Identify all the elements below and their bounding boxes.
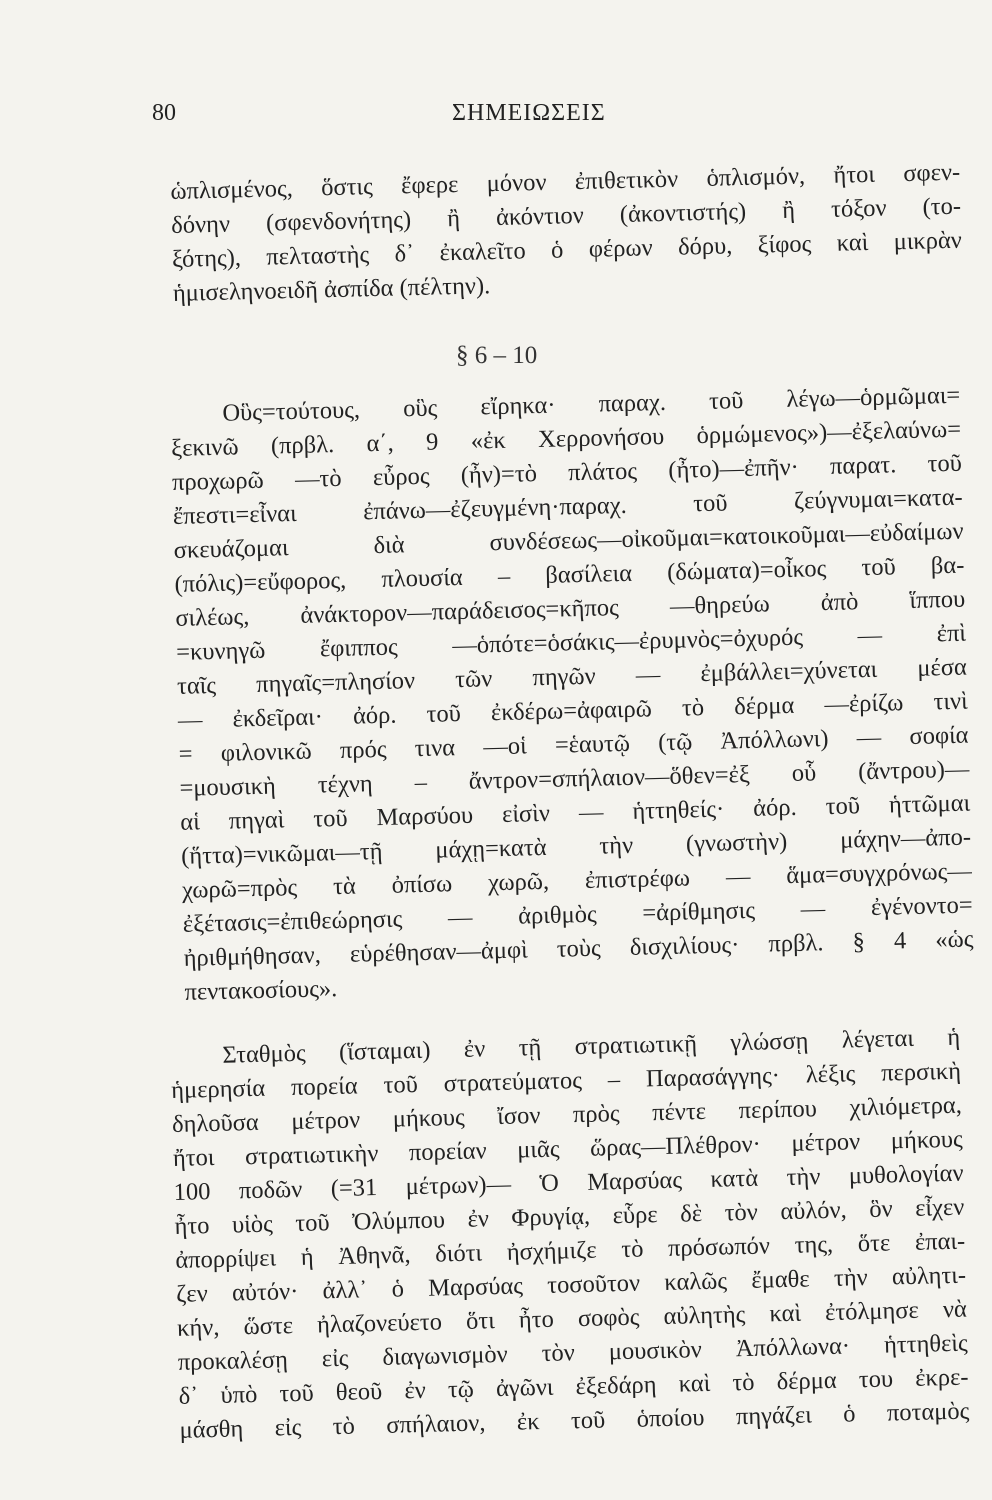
text-line: σκευάζομαι διὰ συνδέσεως—οἰκοῦμαι=κατοικοῦμαι—εὐδαίμων <box>173 517 964 564</box>
text-line: ἦτο υἱὸς τοῦ Ὀλύμπου ἐν Φρυγίᾳ, εὗρε δὲ τὸν αὐλόν, ὃν εἶχεν <box>174 1193 965 1240</box>
running-title: ΣΗΜΕΙΩΣΕΙΣ <box>452 100 606 126</box>
text-line: προκαλέσῃ εἰς διαγωνισμὸν τὸν μουσικὸν Ἀπόλλωνα· ἡττηθεὶς <box>177 1329 968 1376</box>
text-line: πεντακοσίους». <box>184 975 338 1006</box>
text-line: μάσθη εἰς τὸ σπήλαιον, ἐκ τοῦ ὁποίου πηγάζει ὁ ποταμὸς <box>179 1397 970 1444</box>
text-line: Σταθμὸς (ἵσταμαι) ἐν τῇ στρατιωτικῇ γλώσσῃ λέγεται ἡ <box>222 1023 961 1069</box>
page-number: 80 <box>152 100 176 126</box>
page-header <box>150 100 950 140</box>
text-line: ἠριθμήθησαν, εὑρέθησαν—ἀμφὶ τοὺς δισχιλίους· πρβλ. § 4 «ὡς <box>183 925 974 972</box>
text-line: αἱ πηγαὶ τοῦ Μαρσύου εἰσὶν — ἡττηθείς· ἀόρ. τοῦ ἡττῶμαι <box>180 789 971 836</box>
text-line: ἡμερησία πορεία τοῦ στρατεύματος – Παρασάγγης· λέξις περσικὴ <box>170 1057 962 1104</box>
text-line: δόνην (σφενδονήτης) ἢ ἀκόντιον (ἀκοντιστής) ἢ τόξον (το- <box>170 192 962 239</box>
text-line: (ἥττα)=νικῶμαι—τῇ μάχῃ=κατὰ τὴν (γνωστὴν) μάχην—ἀπο- <box>180 823 972 870</box>
text-line: (πόλις)=εὔφορος, πλουσία – βασίλεια (δώματα)=οἶκος τοῦ βα- <box>174 551 965 598</box>
paragraph-3 <box>170 1021 970 1448</box>
text-line: ξότης), πελταστὴς δ᾽ ἐκαλεῖτο ὁ φέρων δόρυ, ξίφος καὶ μικρὰν <box>171 226 963 273</box>
text-line: ἔπεστι=εἶναι ἐπάνω—ἐζευγμένη·παραχ. τοῦ ζεύγνυμαι=κατα- <box>172 483 963 530</box>
text-line: =μουσικὴ τέχνη – ἄντρον=σπήλαιον—ὅθεν=ἐξ οὗ (ἄντρου)— <box>179 755 970 802</box>
text-line: κήν, ὥστε ἠλαζονεύετο ὅτι ἦτο σοφὸς αὐλητὴς καὶ ἐτόλμησε νὰ <box>176 1295 968 1342</box>
text-line: δ᾽ ὑπὸ τοῦ θεοῦ ἐν τῷ ἀγῶνι ἐξεδάρη καὶ τὸ δέρμα του ἐκρε- <box>178 1363 969 1410</box>
text-line: χωρῶ=πρὸς τὰ ὀπίσω χωρῶ, ἐπιστρέφω — ἅμα=συγχρόνως— <box>181 857 973 904</box>
text-line: σιλέως, ἀνάκτορον—παράδεισος=κῆπος —θηρεύω ἀπὸ ἵππου <box>175 585 966 632</box>
text-line: 100 ποδῶν (=31 μέτρων)— Ὁ Μαρσύας κατὰ τὴν μυθολογίαν <box>173 1159 964 1206</box>
text-line: =κυνηγῶ ἔφιππος —ὁπότε=ὁσάκις—ἐρυμνὸς=ὀχυρός — ἐπὶ <box>175 619 967 666</box>
text-line: ἡμισεληνοειδῆ ἀσπίδα (πέλτην). <box>172 272 491 307</box>
paragraph-2 <box>170 379 975 1010</box>
text-line: ἀπορρίψει ἡ Ἀθηνᾶ, διότι ἠσχήμιζε τὸ πρόσωπόν της, ὅτε ἐπαι- <box>175 1227 966 1274</box>
text-line: ξεκινῶ (πρβλ. α΄, 9 «ἐκ Χερρονήσου ὁρμώμενος»)—ἐξελαύνω= <box>170 415 962 462</box>
text-line: ζεν αὐτόν· ἀλλ᾽ ὁ Μαρσύας τοσοῦτον καλῶς ἔμαθε τὴν αὐλητι- <box>175 1261 967 1308</box>
text-line: Οὓς=τούτους, οὓς εἴρηκα· παραχ. τοῦ λέγω—ὁρμῶμαι= <box>222 381 961 427</box>
text-line: ταῖς πηγαῖς=πλησίον τῶν πηγῶν — ἐμβάλλει=χύνεται μέσα <box>176 653 968 700</box>
text-line: ἤτοι στρατιωτικὴν πορείαν μιᾶς ὥρας—Πλέθρον· μέτρον μήκους <box>172 1125 963 1172</box>
text-line: προχωρῶ —τὸ εὖρος (ἦν)=τὸ πλάτος (ἦτο)—ἐπῆν· παρατ. τοῦ <box>171 449 963 496</box>
section-heading: § 6 – 10 <box>456 342 538 369</box>
text-line: ἐξέτασις=ἐπιθεώρησις — ἀριθμὸς =ἀρίθμησις — ἐγένοντο= <box>182 891 973 938</box>
paragraph-1 <box>170 156 963 311</box>
text-line: = φιλονικῶ πρός τινα —οἱ =ἑαυτῷ (τῷ Ἀπόλλωνι) — σοφία <box>178 721 969 768</box>
text-line: ὡπλισμένος, ὅστις ἔφερε μόνον ἐπιθετικὸν ὁπλισμόν, ἤτοι σφεν- <box>170 158 961 205</box>
text-line: — ἐκδεῖραι· ἀόρ. τοῦ ἐκδέρω=ἀφαιρῶ τὸ δέρμα —ἐρίζω τινὶ <box>177 687 968 734</box>
text-line: δηλοῦσα μέτρον μήκους ἴσον πρὸς πέντε περίπου χιλιόμετρα, <box>171 1091 963 1138</box>
